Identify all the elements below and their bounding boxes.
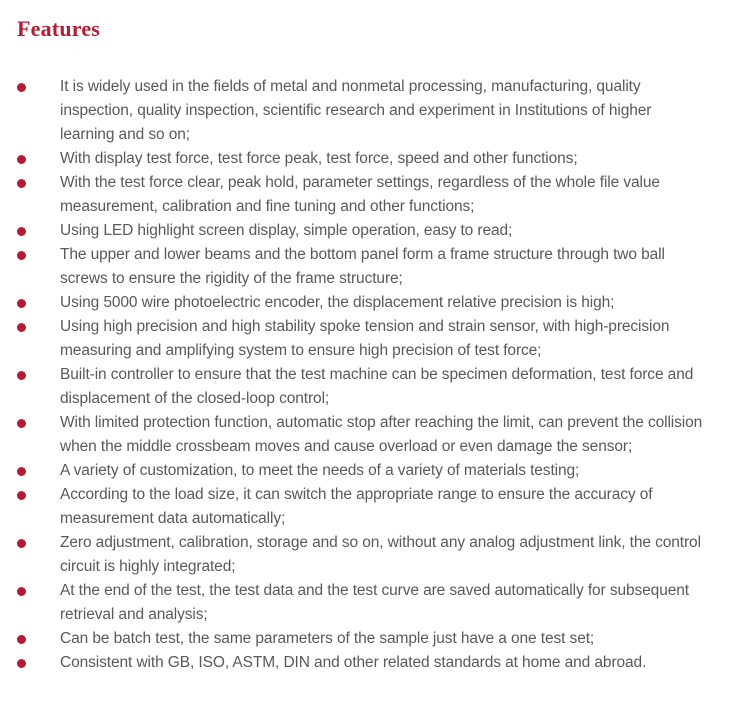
bullet-icon	[17, 539, 26, 548]
list-item	[17, 243, 750, 291]
list-item	[17, 315, 750, 363]
list-item	[17, 627, 750, 651]
bullet-icon	[17, 635, 26, 644]
list-item	[17, 171, 750, 219]
bullet-icon	[17, 467, 26, 476]
bullet-icon	[17, 155, 26, 164]
feature-text: A variety of customization, to meet the needs of a variety of materials testing;	[60, 462, 580, 479]
bullet-icon	[17, 419, 26, 428]
bullet-icon	[17, 323, 26, 332]
feature-text: Using high precision and high stability spoke tension and strain sensor, with high-precision measuring and amplifying system to ensure high precision of test force;	[60, 318, 670, 359]
bullet-icon	[17, 371, 26, 380]
feature-text: The upper and lower beams and the bottom panel form a frame structure through two ball screws to ensure the rigidity of the frame structure;	[60, 246, 665, 287]
list-item	[17, 411, 750, 459]
list-item	[17, 651, 750, 675]
bullet-icon	[17, 227, 26, 236]
feature-text: Using LED highlight screen display, simple operation, easy to read;	[60, 222, 513, 239]
bullet-icon	[17, 251, 26, 260]
list-item	[17, 579, 750, 627]
feature-text: Consistent with GB, ISO, ASTM, DIN and other related standards at home and abroad.	[60, 654, 647, 671]
feature-text: Using 5000 wire photoelectric encoder, the displacement relative precision is high;	[60, 294, 615, 311]
feature-text: According to the load size, it can switch the appropriate range to ensure the accuracy of measurement data automatically;	[60, 486, 653, 527]
page-title: Features	[17, 16, 101, 41]
list-item	[17, 219, 750, 243]
feature-text: With the test force clear, peak hold, parameter settings, regardless of the whole file value measurement, calibration and fine tuning and other functions;	[60, 174, 660, 215]
list-item	[17, 363, 750, 411]
feature-text: At the end of the test, the test data and the test curve are saved automatically for subsequent retrieval and analysis;	[60, 582, 689, 623]
bullet-icon	[17, 491, 26, 500]
list-item	[17, 531, 750, 579]
list-item	[17, 75, 750, 147]
feature-text: Built-in controller to ensure that the test machine can be specimen deformation, test force and displacement of the closed-loop control;	[60, 366, 694, 407]
feature-text: With limited protection function, automatic stop after reaching the limit, can prevent the collision when the middle crossbeam moves and cause overload or even damage the sensor;	[60, 414, 703, 455]
list-item	[17, 147, 750, 171]
list-item	[17, 459, 750, 483]
feature-text: Zero adjustment, calibration, storage and so on, without any analog adjustment link, the control circuit is highly integrated;	[60, 534, 701, 575]
feature-list	[17, 75, 750, 675]
feature-text: It is widely used in the fields of metal and nonmetal processing, manufacturing, quality inspection, quality inspection, scientific research and experiment in Institutions of higher learning and so on;	[60, 78, 652, 143]
feature-text: Can be batch test, the same parameters of the sample just have a one test set;	[60, 630, 595, 647]
list-item	[17, 291, 750, 315]
bullet-icon	[17, 659, 26, 668]
bullet-icon	[17, 587, 26, 596]
list-item	[17, 483, 750, 531]
bullet-icon	[17, 179, 26, 188]
feature-text: With display test force, test force peak, test force, speed and other functions;	[60, 150, 578, 167]
bullet-icon	[17, 83, 26, 92]
bullet-icon	[17, 299, 26, 308]
